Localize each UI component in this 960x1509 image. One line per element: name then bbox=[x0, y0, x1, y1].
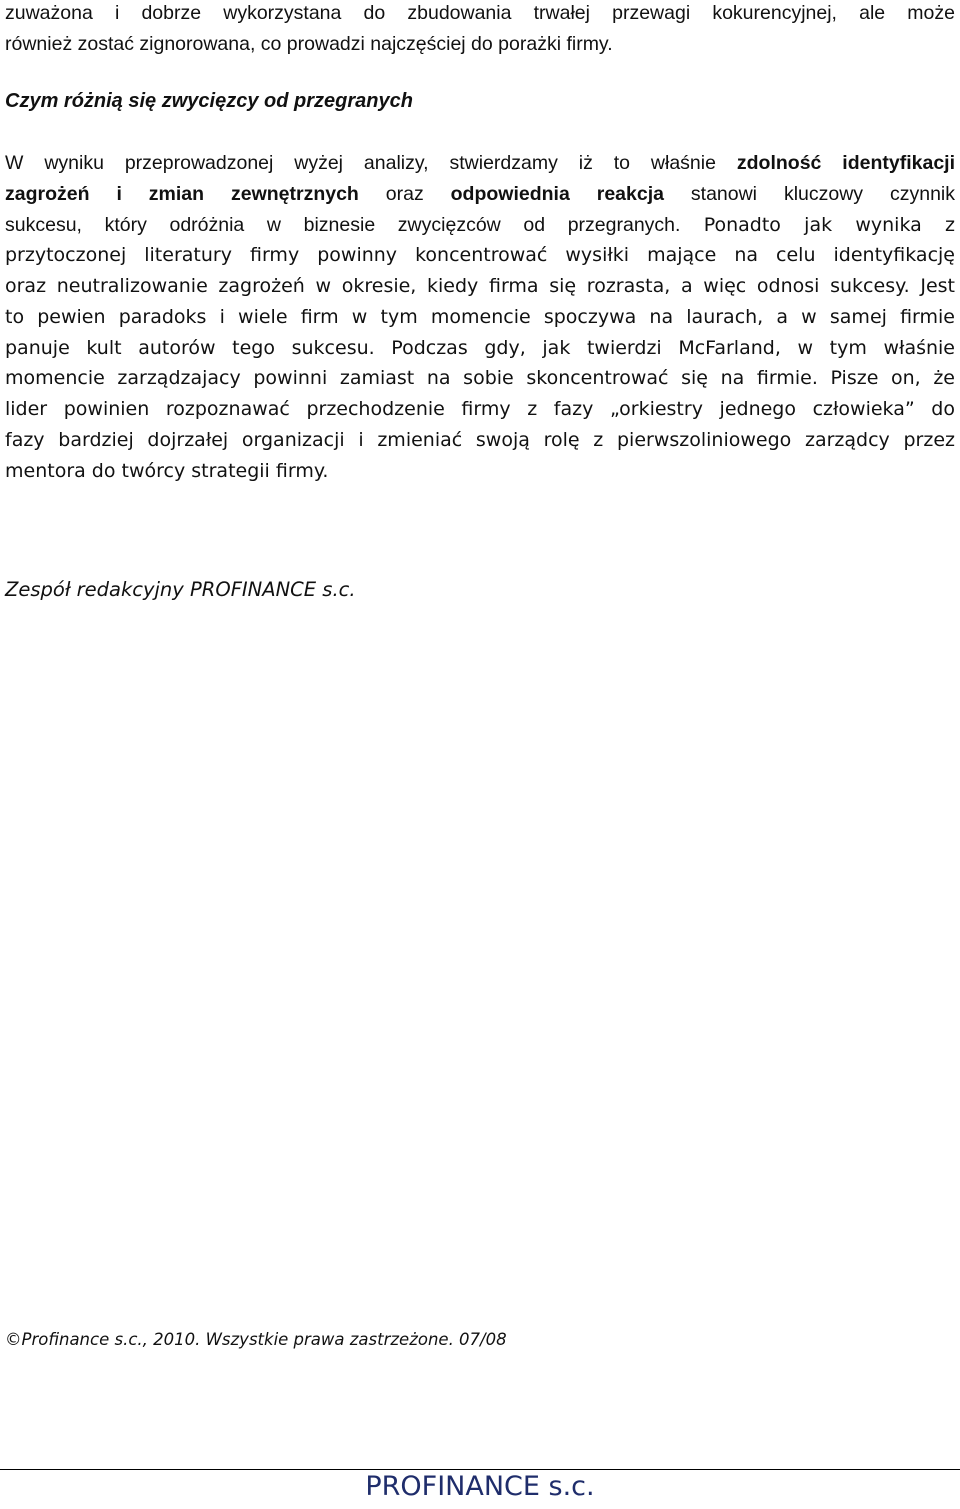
paragraph-line: przytoczonej literatury firmy powinny koncentrować wysiłki mające na celu identyfikację bbox=[5, 244, 955, 266]
emphasis-text: odpowiednia reakcja bbox=[450, 183, 664, 205]
paragraph-line bbox=[5, 214, 955, 237]
intro-line-2: również zostać zignorowana, co prowadzi najczęściej do porażki firmy. bbox=[5, 33, 613, 55]
emphasis-text: zagrożeń i zmian zewnętrznych bbox=[5, 183, 359, 205]
emphasis-text: zdolność identyfikacji bbox=[736, 152, 955, 174]
paragraph-line: oraz neutralizowanie zagrożeń w okresie, kiedy firma się rozrasta, a więc odnosi sukcesy. Jest bbox=[5, 275, 955, 297]
text-run: Ponadto jak wynika z bbox=[680, 214, 955, 236]
text-run: oraz bbox=[358, 183, 451, 205]
footer-divider bbox=[0, 1469, 960, 1470]
copyright-notice: ©Profinance s.c., 2010. Wszystkie prawa zastrzeżone. 07/08 bbox=[5, 1330, 507, 1349]
paragraph-line: lider powinien rozpoznawać przechodzenie firmy z fazy „orkiestry jednego człowieka” do bbox=[5, 398, 955, 420]
text-run: W wyniku przeprowadzonej wyżej analizy, stwierdzamy iż to właśnie bbox=[5, 152, 737, 174]
footer-brand: PROFINANCE s.c. bbox=[365, 1471, 595, 1502]
paragraph-line bbox=[5, 152, 955, 175]
signature: Zespół redakcyjny PROFINANCE s.c. bbox=[5, 578, 356, 601]
paragraph-line: panuje kult autorów tego sukcesu. Podczas gdy, jak twierdzi McFarland, w tym właśnie bbox=[5, 337, 955, 359]
intro-line-1: zuważona i dobrze wykorzystana do zbudowania trwałej przewagi kokurencyjnej, ale może bbox=[5, 2, 955, 24]
paragraph-line bbox=[5, 183, 955, 206]
paragraph-line: to pewien paradoks i wiele firm w tym momencie spoczywa na laurach, a w samej firmie bbox=[5, 306, 955, 328]
paragraph-line: fazy bardziej dojrzałej organizacji i zmieniać swoją rolę z pierwszoliniowego zarządcy przez bbox=[5, 429, 955, 451]
text-run: sukcesu, który odróżnia w biznesie zwycięzców od przegranych. bbox=[5, 214, 681, 236]
paragraph-line: momencie zarządzajacy powinni zamiast na sobie skoncentrować się na firmie. Pisze on, że bbox=[5, 367, 955, 389]
section-heading: Czym różnią się zwycięzcy od przegranych bbox=[5, 90, 413, 112]
text-run: stanowi kluczowy czynnik bbox=[663, 183, 955, 205]
paragraph-line: mentora do twórcy strategii firmy. bbox=[5, 460, 329, 482]
